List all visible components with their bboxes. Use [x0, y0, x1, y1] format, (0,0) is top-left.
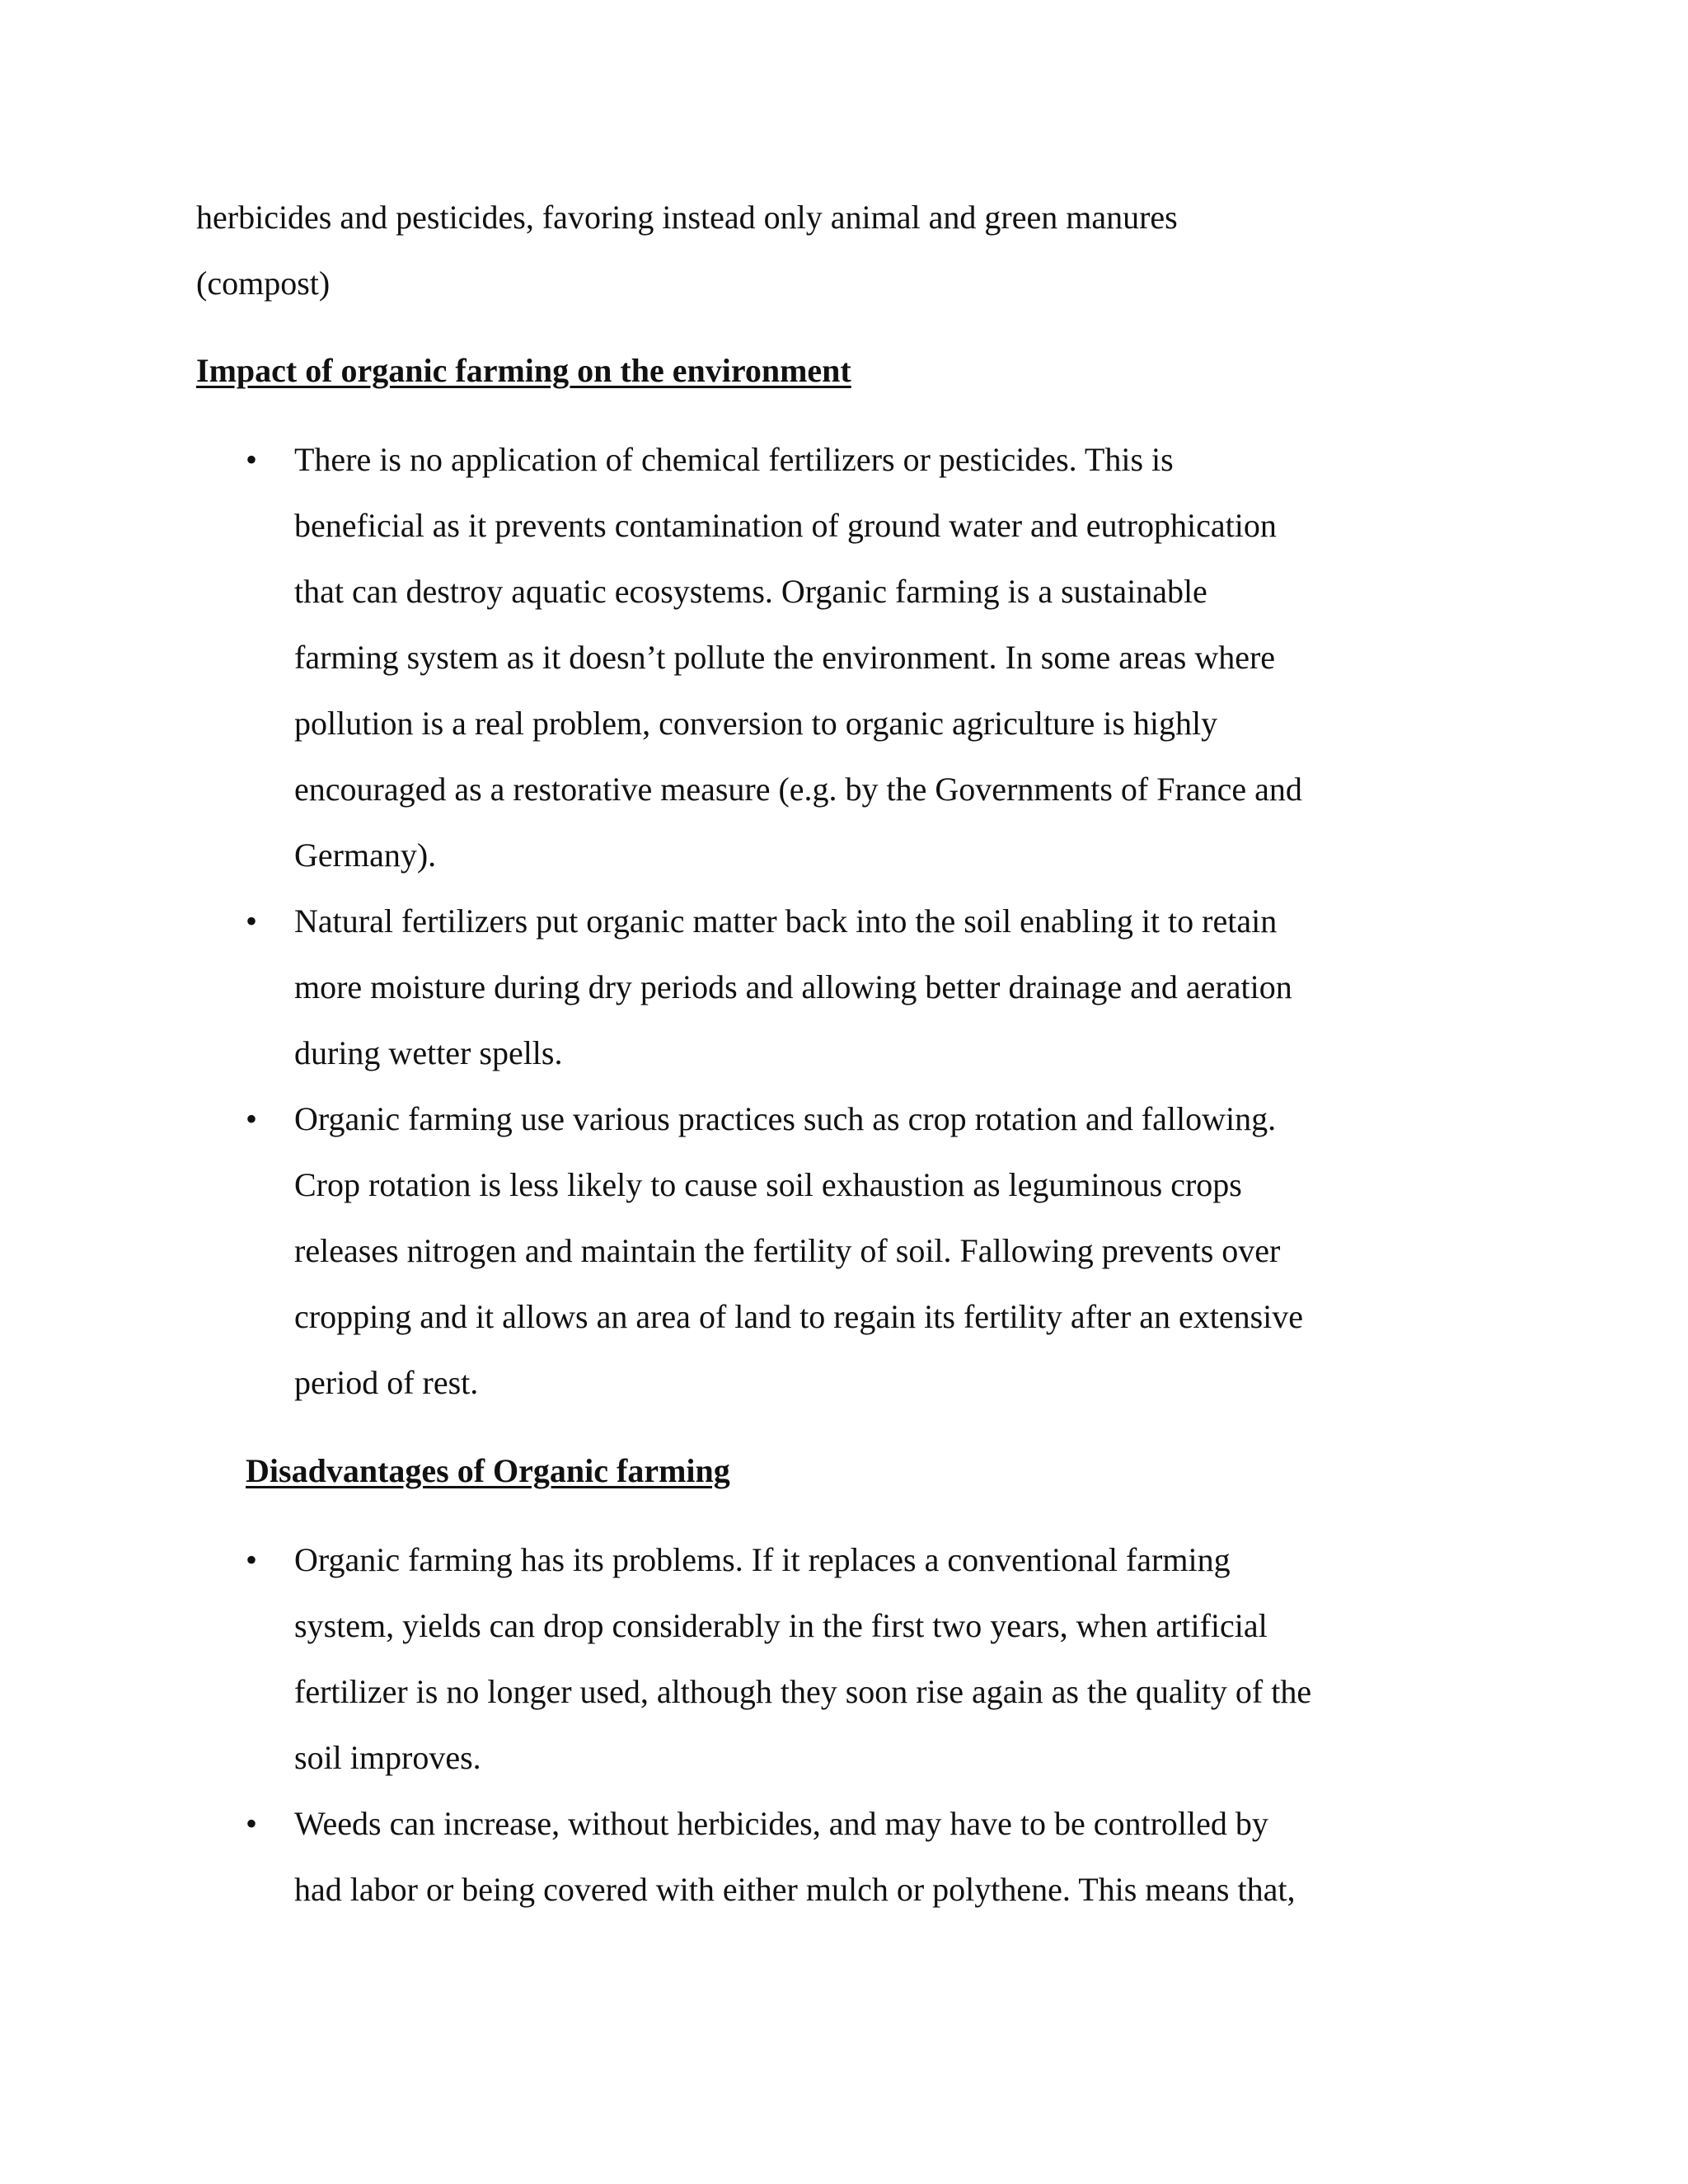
- intro-line-1: herbicides and pesticides, favoring instead only animal and green manures: [196, 199, 1178, 236]
- bullet-line: fertilizer is no longer used, although they soon rise again as the quality of the: [294, 1673, 1312, 1710]
- bullet-line: pollution is a real problem, conversion to organic agriculture is highly: [294, 705, 1218, 742]
- bullet-marker: •: [246, 1100, 258, 1137]
- bullet-marker: •: [246, 441, 258, 478]
- bullet-line: Crop rotation is less likely to cause soil exhaustion as leguminous crops: [294, 1166, 1242, 1203]
- bullet-line: that can destroy aquatic ecosystems. Organic farming is a sustainable: [294, 573, 1207, 610]
- bullet-line: during wetter spells.: [294, 1034, 563, 1071]
- bullet-line: Weeds can increase, without herbicides, and may have to be controlled by: [294, 1805, 1268, 1842]
- section-heading-impact: Impact of organic farming on the environment: [196, 352, 851, 389]
- bullet-line: Organic farming use various practices such as crop rotation and fallowing.: [294, 1100, 1277, 1137]
- intro-line-2: (compost): [196, 265, 331, 302]
- bullet-line: period of rest.: [294, 1364, 479, 1401]
- bullet-marker: •: [246, 902, 258, 940]
- bullet-line: farming system as it doesn’t pollute the environment. In some areas where: [294, 639, 1276, 676]
- bullet-line: beneficial as it prevents contamination of ground water and eutrophication: [294, 507, 1277, 544]
- bullet-line: encouraged as a restorative measure (e.g. by the Governments of France and: [294, 771, 1302, 808]
- bullet-line: system, yields can drop considerably in the first two years, when artificial: [294, 1607, 1268, 1644]
- bullet-marker: •: [246, 1805, 258, 1842]
- bullet-line: Organic farming has its problems. If it replaces a conventional farming: [294, 1541, 1231, 1578]
- bullet-line: had labor or being covered with either mulch or polythene. This means that,: [294, 1871, 1296, 1908]
- bullet-line: Natural fertilizers put organic matter back into the soil enabling it to retain: [294, 902, 1278, 940]
- bullet-line: more moisture during dry periods and allowing better drainage and aeration: [294, 968, 1292, 1005]
- bullet-line: releases nitrogen and maintain the fertility of soil. Fallowing prevents over: [294, 1232, 1281, 1269]
- bullet-line: Germany).: [294, 837, 437, 874]
- section-heading-disadvantages: Disadvantages of Organic farming: [246, 1452, 730, 1489]
- bullet-line: There is no application of chemical fertilizers or pesticides. This is: [294, 441, 1174, 478]
- bullet-line: cropping and it allows an area of land to regain its fertility after an extensive: [294, 1298, 1304, 1335]
- bullet-marker: •: [246, 1541, 258, 1578]
- bullet-line: soil improves.: [294, 1739, 481, 1776]
